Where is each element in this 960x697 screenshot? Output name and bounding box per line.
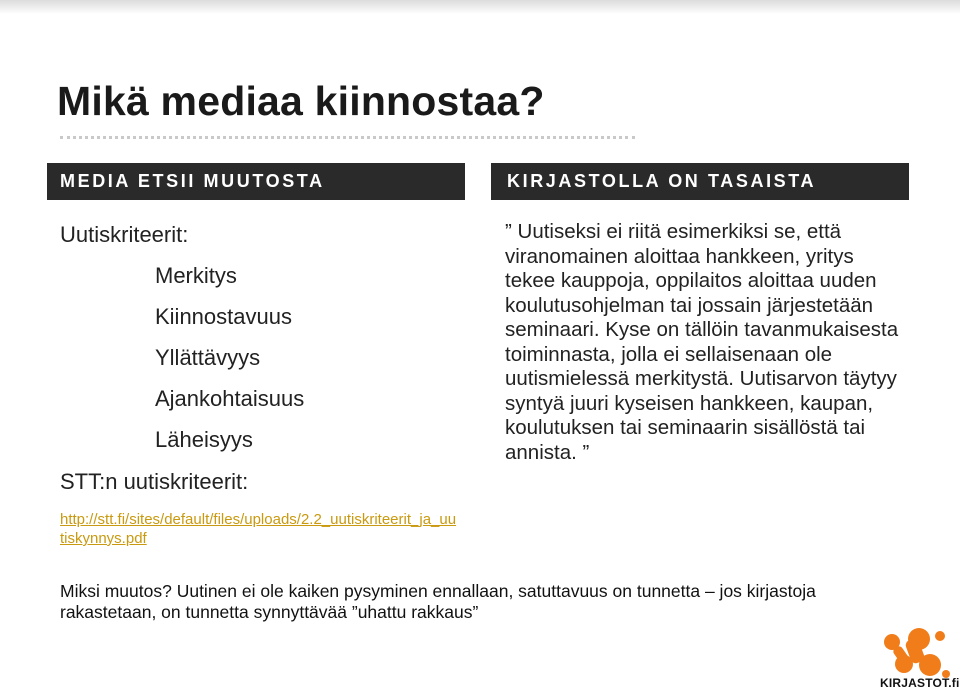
stt-criteria-link[interactable] [60,510,460,548]
left-column-header: MEDIA ETSII MUUTOSTA [47,163,465,200]
footer-text: Miksi muutos? Uutinen ei ole kaiken pysyminen ennallaan, satuttavuus on tunnetta – jos kirjastoja rakastetaan, on tunnetta synnyttävää ”uhattu rakkaus” [60,581,816,622]
right-column-header: KIRJASTOLLA ON TASAISTA [491,163,909,200]
stt-link-text[interactable]: http://stt.fi/sites/default/files/uploads/2.2_uutiskriteerit_ja_uutiskynnys.pdf [60,511,457,547]
logo-wordmark: KIRJASTOT.fi [880,676,960,690]
criteria-item: Ajankohtaisuus [155,386,305,411]
stt-criteria-label: STT:n uutiskriteerit: [60,469,249,494]
criteria-item: Yllättävyys [155,345,261,370]
slide-title: Mikä mediaa kiinnostaa? [57,78,545,124]
criteria-item: Kiinnostavuus [155,304,292,329]
title-divider [60,136,635,139]
criteria-item: Läheisyys [155,427,253,452]
criteria-item: Merkitys [155,263,237,288]
quote-text: ” Uutiseksi ei riitä esimerkiksi se, että viranomainen aloittaa hankkeen, yritys tekee kauppoja, oppilaitos aloittaa uuden koulutusohjelman tai jossain järjestetään seminaari. Kyse on tällöin tavanmukaisesta toiminnasta, jolla ei sellaisenaan ole uutismielessä merkitystä. Uutisarvon täytyy syntyä juuri kyseisen hankkeen, kaupan, koulutuksen tai seminaarin sisällöstä tai annista. ” [505,220,899,464]
top-gradient-band [0,0,960,14]
criteria-lead: Uutiskriteerit: [60,222,189,247]
